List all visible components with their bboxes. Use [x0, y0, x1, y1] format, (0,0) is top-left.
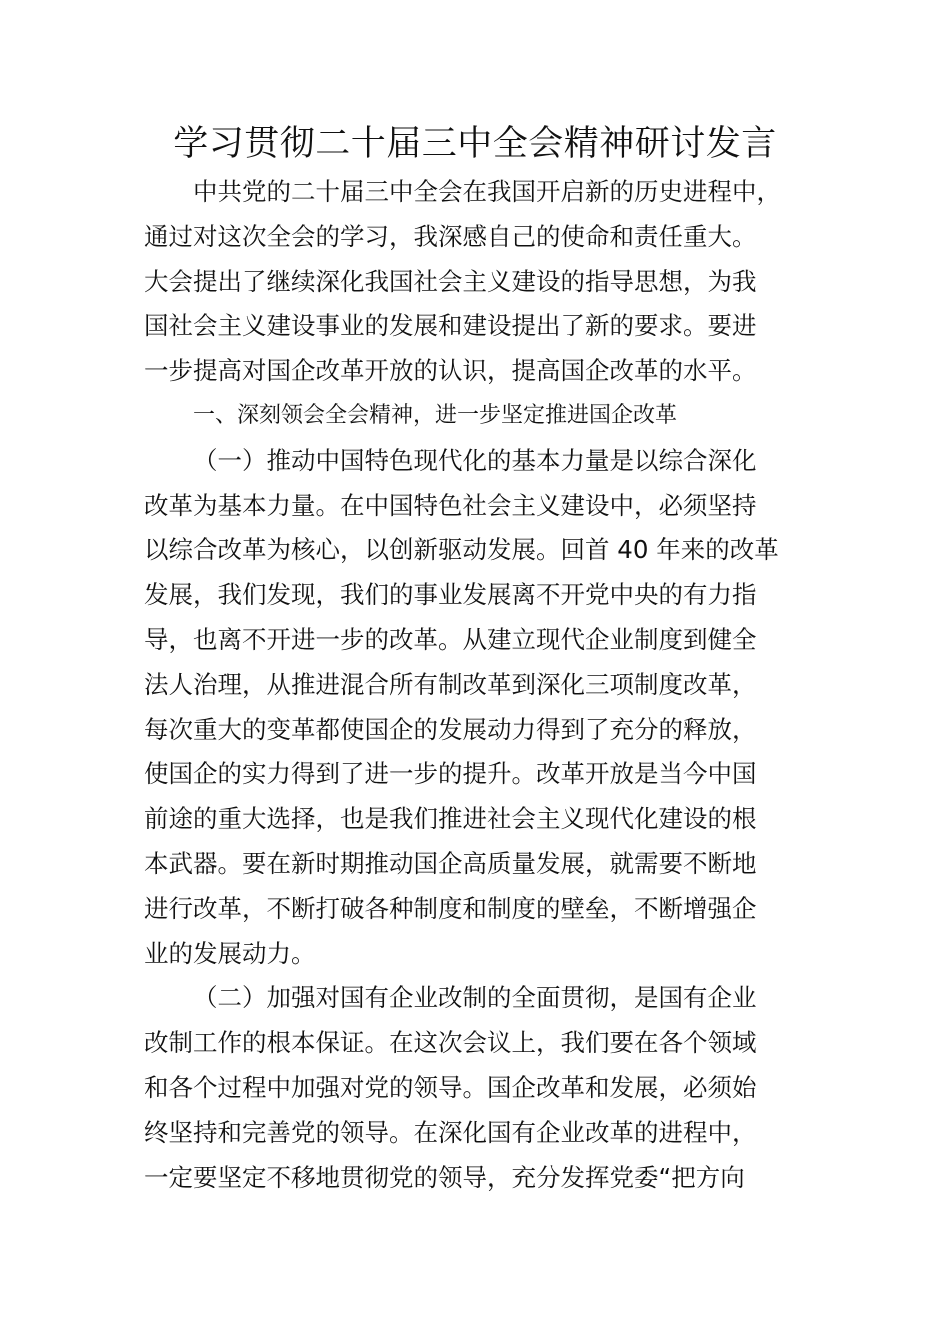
text-line: 改革为基本力量。在中国特色社会主义建设中，必须坚持	[144, 490, 757, 520]
text-line: 国社会主义建设事业的发展和建设提出了新的要求。要进	[144, 311, 757, 341]
text-line: 终坚持和完善党的领导。在深化国有企业改革的进程中，	[144, 1117, 757, 1147]
text-line: 发展，我们发现，我们的事业发展离不开党中央的有力指	[144, 580, 757, 610]
text-line: 一定要坚定不移地贯彻党的领导，充分发挥党委“把方向	[144, 1162, 745, 1192]
text-line: 每次重大的变革都使国企的发展动力得到了充分的释放，	[144, 714, 757, 744]
section-heading: 一、深刻领会全会精神，进一步坚定推进国企改革	[193, 402, 678, 428]
text-line: 改制工作的根本保证。在这次会议上，我们要在各个领域	[144, 1028, 757, 1058]
text-line: 本武器。要在新时期推动国企高质量发展，就需要不断地	[144, 848, 757, 878]
document-body	[144, 170, 814, 1200]
text-line: 一步提高对国企改革开放的认识，提高国企改革的水平。	[144, 356, 757, 386]
text-line: 和各个过程中加强对党的领导。国企改革和发展，必须始	[144, 1072, 757, 1102]
text-line: （二）加强对国有企业改制的全面贯彻，是国有企业	[193, 983, 757, 1013]
document-title: 学习贯彻二十届三中全会精神研讨发言	[173, 124, 777, 164]
text-line: 导，也离不开进一步的改革。从建立现代企业制度到健全	[144, 624, 757, 654]
text-line: 大会提出了继续深化我国社会主义建设的指导思想，为我	[144, 266, 757, 296]
text-line: 业的发展动力。	[144, 938, 316, 968]
text-line: 法人治理，从推进混合所有制改革到深化三项制度改革，	[144, 669, 757, 699]
text-line: 中共党的二十届三中全会在我国开启新的历史进程中，	[193, 177, 781, 206]
text-line: 以综合改革为核心，以创新驱动发展。回首 40 年来的改革	[144, 535, 779, 565]
text-line: 前途的重大选择，也是我们推进社会主义现代化建设的根	[144, 804, 757, 834]
text-line: 通过对这次全会的学习，我深感自己的使命和责任重大。	[144, 221, 757, 251]
text-line: 使国企的实力得到了进一步的提升。改革开放是当今中国	[144, 759, 757, 789]
text-line: 进行改革，不断打破各种制度和制度的壁垒，不断增强企	[144, 893, 757, 923]
text-line: （一）推动中国特色现代化的基本力量是以综合深化	[193, 445, 757, 475]
